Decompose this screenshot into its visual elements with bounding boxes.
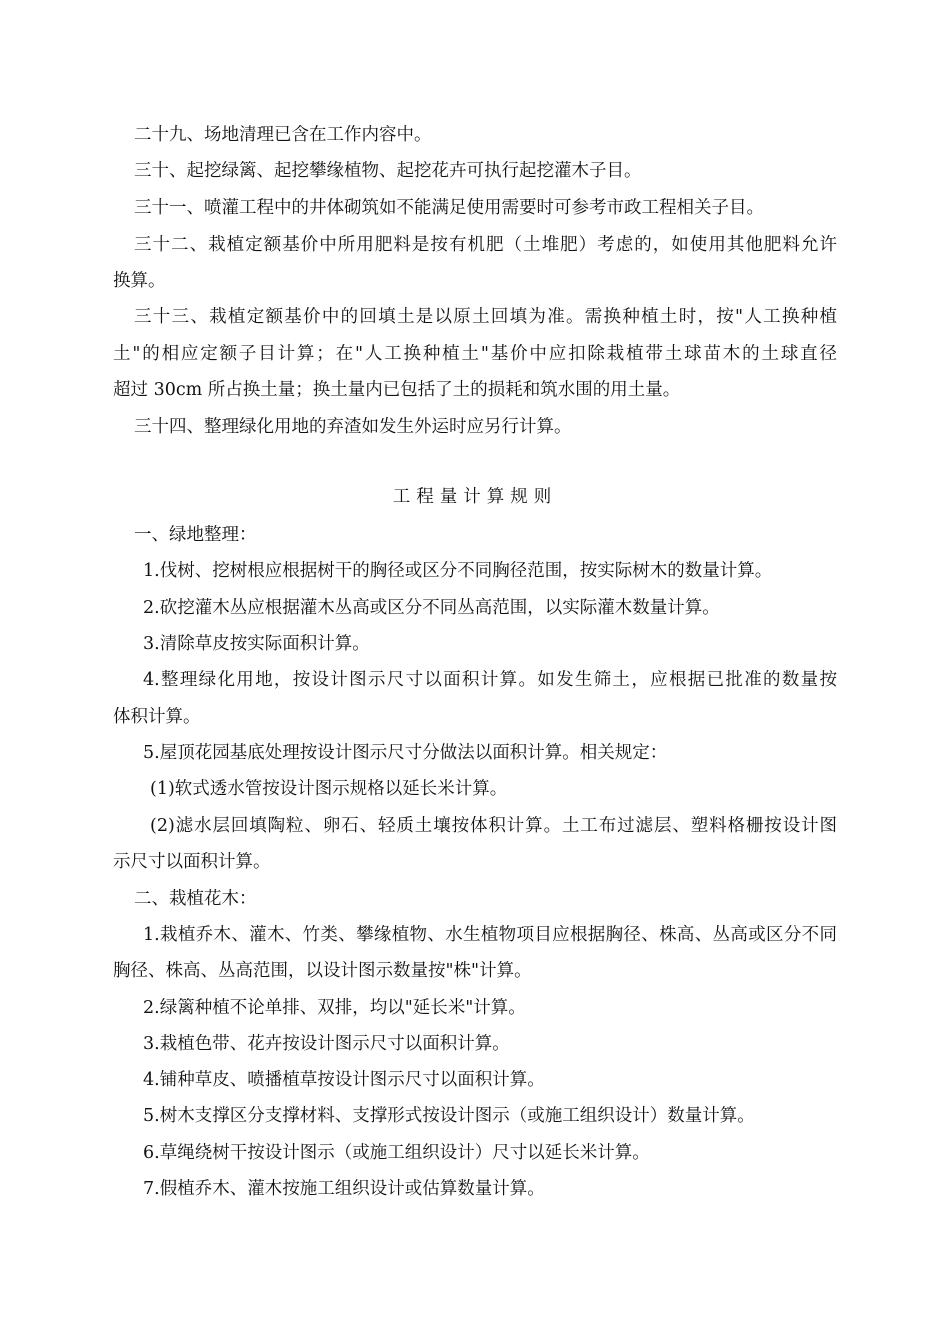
paragraph-29: 二十九、场地清理已含在工作内容中。 — [134, 125, 432, 145]
section1-item-2: 2.砍挖灌木丛应根据灌木丛高或区分不同丛高范围，以实际灌木数量计算。 — [143, 598, 720, 618]
section1-item-4-line-2: 体积计算。 — [113, 707, 201, 727]
paragraph-31: 三十一、喷灌工程中的井体砌筑如不能满足使用需要时可参考市政工程相关子目。 — [134, 198, 764, 218]
section2-item-6: 6.草绳绕树干按设计图示（或施工组织设计）尺寸以延长米计算。 — [143, 1143, 650, 1163]
section1-item-5: 5.屋顶花园基底处理按设计图示尺寸分做法以面积计算。相关规定： — [143, 743, 668, 763]
paragraph-33-line-3: 超过 30cm 所占换土量；换土量内已包括了土的损耗和筑水围的用土量。 — [113, 380, 681, 400]
section1-item-5-2-line-2: 示尺寸以面积计算。 — [113, 852, 271, 872]
section2-item-7: 7.假植乔木、灌木按施工组织设计或估算数量计算。 — [143, 1179, 545, 1199]
section1-heading: 一、绿地整理： — [134, 525, 257, 545]
section2-item-1-line-2: 胸径、株高、丛高范围，以设计图示数量按"株"计算。 — [113, 961, 532, 981]
paragraph-30: 三十、起挖绿篱、起挖攀缘植物、起挖花卉可执行起挖灌木子目。 — [134, 161, 642, 181]
section1-item-1: 1.伐树、挖树根应根据树干的胸径或区分不同胸径范围，按实际树木的数量计算。 — [143, 561, 773, 581]
section1-item-4-line-1: 4.整理绿化用地，按设计图示尺寸以面积计算。如发生筛土，应根据已批准的数量按 — [143, 670, 837, 690]
section1-item-5-1: (1)软式透水管按设计图示规格以延长米计算。 — [150, 779, 508, 799]
paragraph-32-line-1: 三十二、栽植定额基价中所用肥料是按有机肥（土堆肥）考虑的，如使用其他肥料允许 — [134, 235, 837, 255]
section2-item-5: 5.树木支撑区分支撑材料、支撑形式按设计图示（或施工组织设计）数量计算。 — [143, 1106, 755, 1126]
section2-item-4: 4.铺种草皮、喷播植草按设计图示尺寸以面积计算。 — [143, 1070, 545, 1090]
section2-item-3: 3.栽植色带、花卉按设计图示尺寸以面积计算。 — [143, 1034, 510, 1054]
section2-item-1-line-1: 1.栽植乔木、灌木、竹类、攀缘植物、水生植物项目应根据胸径、株高、丛高或区分不同 — [143, 925, 837, 945]
paragraph-32-line-2: 换算。 — [113, 271, 166, 291]
paragraph-34: 三十四、整理绿化用地的弃渣如发生外运时应另行计算。 — [134, 417, 572, 437]
section2-item-2: 2.绿篱种植不论单排、双排，均以"延长米"计算。 — [143, 998, 526, 1018]
section2-heading: 二、栽植花木： — [134, 889, 257, 909]
paragraph-33-line-2: 土"的相应定额子目计算；在"人工换种植土"基价中应扣除栽植带土球苗木的土球直径 — [113, 344, 837, 364]
section1-item-5-2-line-1: (2)滤水层回填陶粒、卵石、轻质土壤按体积计算。土工布过滤层、塑料格栅按设计图 — [150, 816, 837, 836]
section-title: 工程量计算规则 — [392, 487, 558, 507]
paragraph-33-line-1: 三十三、栽植定额基价中的回填土是以原土回填为准。需换种植土时，按"人工换种植 — [134, 307, 837, 327]
section1-item-3: 3.清除草皮按实际面积计算。 — [143, 634, 370, 654]
